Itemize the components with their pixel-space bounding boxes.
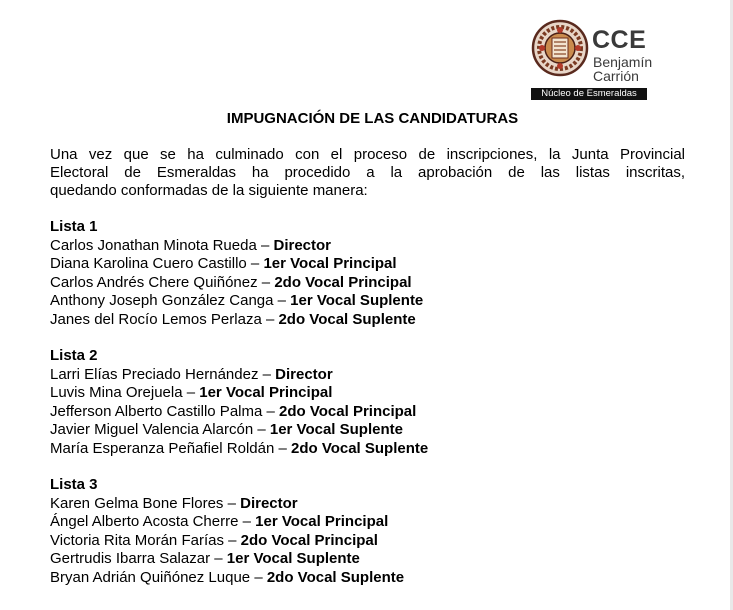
member-name: Diana Karolina Cuero Castillo: [50, 255, 247, 272]
member-role: 1er Vocal Suplente: [269, 421, 403, 438]
intro-line-3: quedando conformadas de la siguiente manera:: [50, 182, 368, 199]
list-2: [50, 347, 690, 458]
separator: –: [256, 236, 274, 254]
separator: –: [223, 494, 241, 512]
member-role: 1er Vocal Principal: [255, 513, 389, 530]
member-role: 2do Vocal Principal: [274, 273, 412, 291]
list-item: [50, 532, 690, 551]
member-role: Director: [273, 236, 332, 254]
member-role: 2do Vocal Principal: [240, 531, 378, 549]
list-item: [50, 513, 690, 532]
list-item: [50, 384, 690, 403]
logo-name-line2: Carrión: [593, 68, 639, 84]
member-name: Jefferson Alberto Castillo Palma: [50, 402, 263, 420]
separator: –: [223, 531, 241, 549]
separator: –: [274, 439, 291, 457]
member-name: Victoria Rita Morán Farías: [50, 531, 224, 549]
separator: –: [253, 421, 270, 438]
member-name: Ángel Alberto Acosta Cherre: [50, 513, 239, 530]
list-item: [50, 421, 690, 440]
separator: –: [250, 568, 267, 586]
separator: –: [262, 402, 280, 420]
separator: –: [258, 365, 276, 383]
cce-logo: [531, 18, 655, 102]
list-item: [50, 292, 690, 311]
separator: –: [238, 513, 256, 530]
separator: –: [246, 255, 264, 272]
member-name: Bryan Adrián Quiñónez Luque: [50, 568, 251, 586]
list-item: [50, 495, 690, 514]
list-item: [50, 255, 690, 274]
member-role: 1er Vocal Suplente: [290, 292, 424, 309]
list-item: [50, 403, 690, 422]
list-item: [50, 237, 690, 256]
separator: –: [257, 273, 275, 291]
member-role: Director: [240, 494, 298, 512]
list-item: [50, 440, 690, 459]
member-role: 1er Vocal Principal: [199, 384, 333, 401]
list-item: [50, 569, 690, 588]
member-name: Janes del Rocío Lemos Perlaza: [50, 310, 262, 328]
logo-nucleus-bar: Núcleo de Esmeraldas: [531, 88, 647, 100]
member-name: Karen Gelma Bone Flores: [50, 494, 224, 512]
member-role: 2do Vocal Principal: [279, 402, 417, 420]
list-item: [50, 274, 690, 293]
member-name: Luvis Mina Orejuela: [50, 384, 183, 401]
member-name: María Esperanza Peñafiel Roldán: [50, 439, 275, 457]
intro-line-1: Una vez que se ha culminado con el proceso de inscripciones, la Junta Provincial: [50, 146, 685, 163]
member-name: Larri Elías Preciado Hernández: [50, 365, 259, 383]
list-title: Lista 3: [50, 476, 98, 493]
separator: –: [273, 292, 291, 309]
member-role: 2do Vocal Suplente: [266, 568, 405, 586]
member-role: 1er Vocal Suplente: [226, 550, 360, 567]
member-name: Gertrudis Ibarra Salazar: [50, 550, 211, 567]
separator: –: [210, 550, 227, 567]
list-1: [50, 218, 690, 329]
seal-icon: [531, 18, 589, 82]
logo-name-line1: Benjamín: [593, 54, 653, 70]
page-title: IMPUGNACIÓN DE LAS CANDIDATURAS: [226, 110, 519, 127]
separator: –: [182, 384, 200, 401]
member-role: 2do Vocal Suplente: [278, 310, 416, 328]
intro-line-2: Electoral de Esmeraldas ha procedido a la aprobación de las listas inscritas,: [50, 164, 685, 181]
list-title: Lista 2: [50, 347, 98, 364]
member-name: Anthony Joseph González Canga: [50, 292, 274, 309]
list-item: [50, 550, 690, 569]
intro-paragraph: [50, 146, 685, 200]
member-name: Carlos Andrés Chere Quiñónez: [50, 273, 258, 291]
separator: –: [261, 310, 279, 328]
list-item: [50, 366, 690, 385]
member-name: Carlos Jonathan Minota Rueda: [50, 236, 257, 254]
list-3: [50, 476, 690, 587]
logo-acronym: CCE: [592, 26, 647, 54]
list-item: [50, 311, 690, 330]
member-role: 1er Vocal Principal: [263, 255, 397, 272]
member-role: 2do Vocal Suplente: [290, 439, 429, 457]
member-name: Javier Miguel Valencia Alarcón: [50, 421, 254, 438]
list-title: Lista 1: [50, 218, 98, 235]
member-role: Director: [275, 365, 333, 383]
